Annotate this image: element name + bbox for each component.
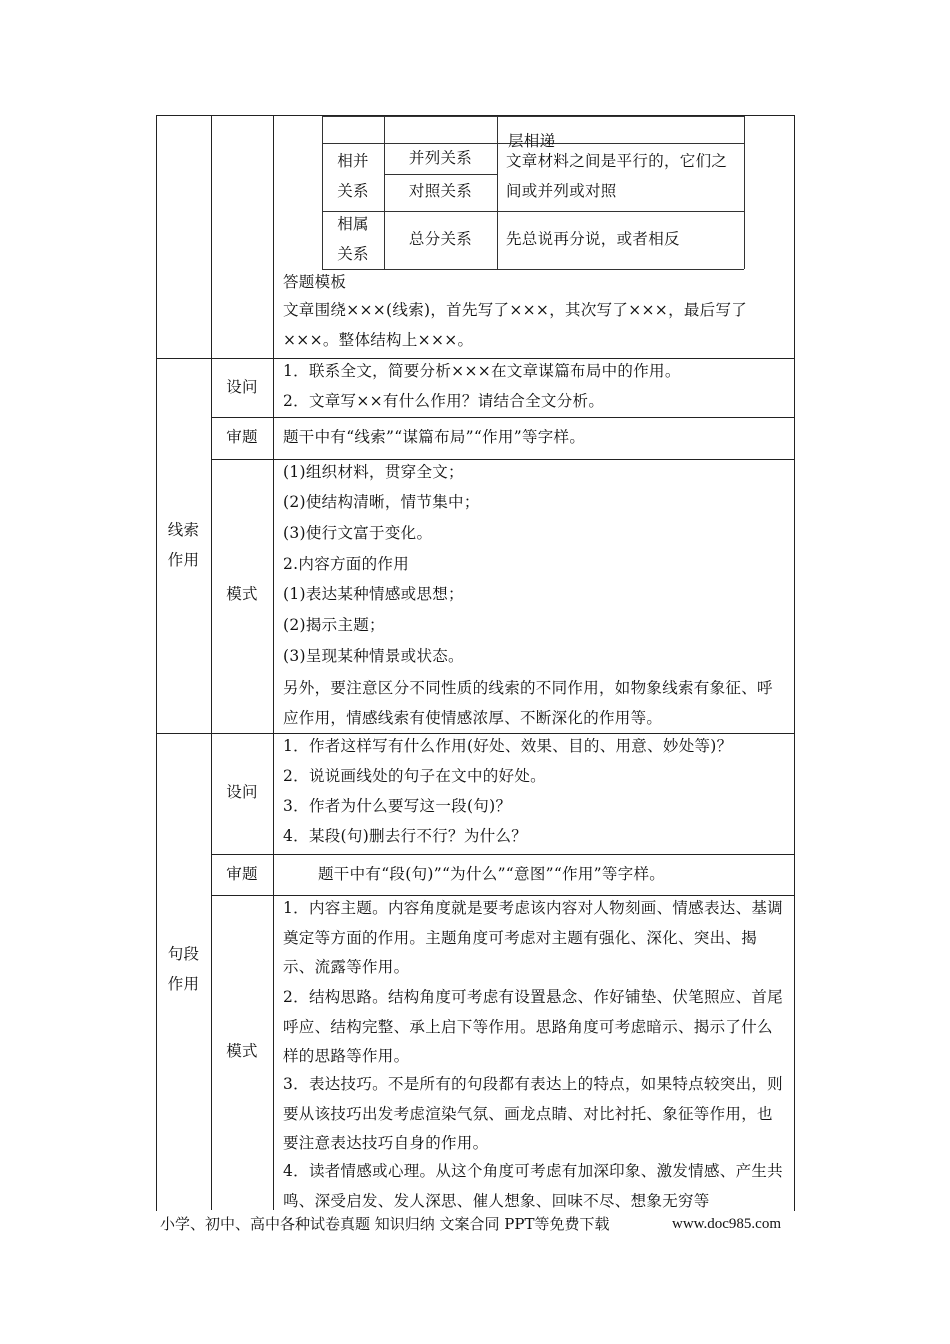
sentence-pattern-label: 模式	[226, 1042, 258, 1060]
clue-pattern-line-5: (1)表达某种情感或思想；	[283, 585, 464, 603]
sentence-pattern-para-4: 4．读者情感或心理。从这个角度可考虑有加深印象、激发情感、产生共鸣、深受启发、发人深思、催人想象、回味不尽、想象无穷等	[283, 1162, 783, 1210]
footer-text: 小学、初中、高中各种试卷真题 知识归纳 文案合同 PPT等免费下载	[160, 1215, 610, 1233]
relation-label-juxtaposition: 并列关系	[408, 149, 473, 167]
sentence-question-4: 4．某段(句)删去行不行？为什么？	[283, 827, 528, 845]
clue-question-label: 设问	[226, 378, 258, 396]
sentence-question-3: 3．作者为什么要写这一段(句)？	[283, 797, 512, 815]
template-text: 文章围绕×××(线索)，首先写了×××，其次写了×××，最后写了×××。整体结构上×××。	[283, 301, 748, 349]
sentence-pattern-para-3: 3．表达技巧。不是所有的句段都有表达上的特点，如果特点较突出，则要从该技巧出发考虑渲染气氛、画龙点睛、对比衬托、象征等作用，也要注意表达技巧自身的作用。	[283, 1075, 783, 1152]
relation-desc-general-specific: 先总说再分说，或者相反	[506, 230, 680, 248]
page-footer	[160, 1212, 800, 1236]
sentence-question-label: 设问	[226, 783, 258, 801]
clue-category: 线索 作用	[167, 521, 200, 569]
relation-label-general-specific: 总分关系	[408, 230, 473, 248]
clue-pattern-line-2: (2)使结构清晰，情节集中；	[283, 493, 480, 511]
relation-desc-parallel: 文章材料之间是平行的，它们之间或并列或对照	[506, 152, 728, 200]
relation-group-parallel: 相并 关系	[337, 152, 369, 200]
relation-group-subordinate: 相属 关系	[337, 215, 369, 263]
clue-pattern-line-7: (3)呈现某种情景或状态。	[283, 647, 464, 665]
clue-review-label: 审题	[226, 428, 258, 446]
relation-row0-text: 层相递	[508, 132, 556, 150]
clue-pattern-line-4: 2.内容方面的作用	[283, 555, 409, 573]
relation-label-contrast: 对照关系	[408, 182, 473, 200]
clue-question-1: 1．联系全文，简要分析×××在文章谋篇布局中的作用。	[283, 362, 681, 380]
clue-pattern-line-1: (1)组织材料，贯穿全文；	[283, 463, 464, 481]
clue-pattern-line-3: (3)使行文富于变化。	[283, 524, 433, 542]
col-divider-2	[273, 115, 274, 1210]
col-divider-1-top	[211, 115, 212, 358]
clue-pattern-note: 另外，要注意区分不同性质的线索的不同作用，如物象线索有象征、呼应作用，情感线索有使情感浓厚、不断深化的作用等。	[283, 679, 773, 727]
sentence-question-2: 2．说说画线处的句子在文中的好处。	[283, 767, 546, 785]
sentence-pattern-para-1: 1．内容主题。内容角度就是要考虑该内容对人物刻画、情感表达、基调奠定等方面的作用。主题角度可考虑对主题有强化、深化、突出、揭示、流露等作用。	[283, 899, 783, 976]
sentence-pattern-para-2: 2．结构思路。结构角度可考虑有设置悬念、作好铺垫、伏笔照应、首尾呼应、结构完整、承上启下等作用。思路角度可考虑暗示、揭示了什么样的思路等作用。	[283, 988, 783, 1065]
clue-pattern-line-6: (2)揭示主题；	[283, 616, 385, 634]
sentence-review-label: 审题	[226, 865, 258, 883]
sentence-question-1: 1．作者这样写有什么作用(好处、效果、目的、用意、妙处等)？	[283, 737, 733, 755]
clue-pattern-label: 模式	[226, 585, 258, 603]
row-divider-clue-q	[211, 417, 794, 418]
clue-question-2: 2．文章写××有什么作用？请结合全文分析。	[283, 392, 605, 410]
sentence-review-text: 题干中有“段(句)”“为什么”“意图”“作用”等字样。	[318, 865, 666, 883]
clue-review-text: 题干中有“线索”“谋篇布局”“作用”等字样。	[283, 428, 586, 446]
sentence-category: 句段 作用	[167, 945, 200, 993]
footer-url[interactable]: www.doc985.com	[672, 1216, 782, 1232]
row-divider-sentence-q	[211, 854, 794, 855]
template-title: 答题模板	[283, 273, 347, 291]
